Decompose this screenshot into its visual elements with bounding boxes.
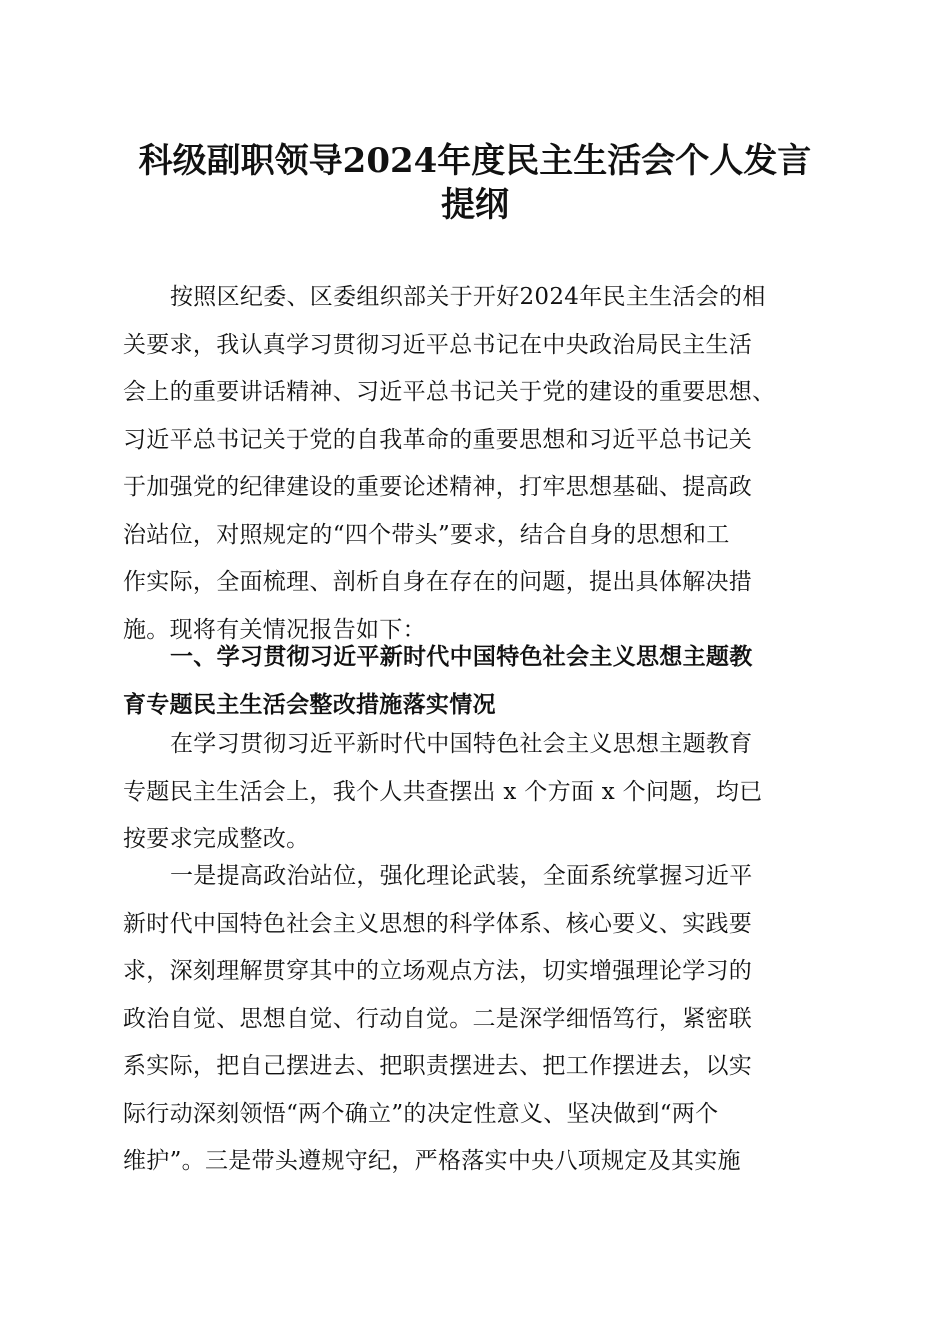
s1p1-line-2: 专题民主生活会上，我个人共查摆出 x 个方面 x 个问题，均已 [123,778,763,805]
section-1-paragraph-2 [123,853,833,1186]
intro-line-6: 治站位，对照规定的“四个带头”要求，结合自身的思想和工 [123,521,730,548]
s1p2-line-2: 新时代中国特色社会主义思想的科学体系、核心要义、实践要 [123,910,753,937]
section-1-heading-line-2: 育专题民主生活会整改措施落实情况 [123,691,496,718]
section-1-heading-line-1: 一、学习贯彻习近平新时代中国特色社会主义思想主题教 [170,644,753,670]
document-title [100,139,850,227]
section-1-heading [123,634,833,729]
s1p2-line-6: 际行动深刻领悟“两个确立”的决定性意义、坚决做到“两个 [123,1100,719,1127]
s1p1-line-1: 在学习贯彻习近平新时代中国特色社会主义思想主题教育 [170,731,753,757]
intro-paragraph [123,274,833,654]
intro-line-4: 习近平总书记关于党的自我革命的重要思想和习近平总书记关 [123,426,753,453]
intro-line-1: 按照区纪委、区委组织部关于开好2024年民主生活会的相 [170,284,766,310]
s1p1-line-3: 按要求完成整改。 [123,826,310,852]
s1p2-line-7: 维护”。三是带头遵规守纪，严格落实中央八项规定及其实施 [123,1148,741,1174]
intro-line-5: 于加强党的纪律建设的重要论述精神，打牢思想基础、提高政 [123,474,753,500]
s1p2-line-3: 求，深刻理解贯穿其中的立场观点方法，切实增强理论学习的 [123,958,753,984]
intro-line-8: 施。现将有关情况报告如下： [123,616,426,643]
s1p2-line-4: 政治自觉、思想自觉、行动自觉。二是深学细悟笃行，紧密联 [123,1005,753,1032]
intro-line-7: 作实际，全面梳理、剖析自身在存在的问题，提出具体解决措 [123,569,753,595]
s1p2-line-1: 一是提高政治站位，强化理论武装，全面系统掌握习近平 [170,863,753,889]
title-line-1: 科级副职领导2024年度民主生活会个人发言 [138,141,812,181]
intro-line-3: 会上的重要讲话精神、习近平总书记关于党的建设的重要思想、 [123,379,776,405]
s1p2-line-5: 系实际，把自己摆进去、把职责摆进去、把工作摆进去，以实 [123,1053,753,1079]
title-line-2: 提纲 [441,185,509,225]
intro-line-2: 关要求，我认真学习贯彻习近平总书记在中央政治局民主生活 [123,331,753,358]
section-1-paragraph-1 [123,721,833,864]
